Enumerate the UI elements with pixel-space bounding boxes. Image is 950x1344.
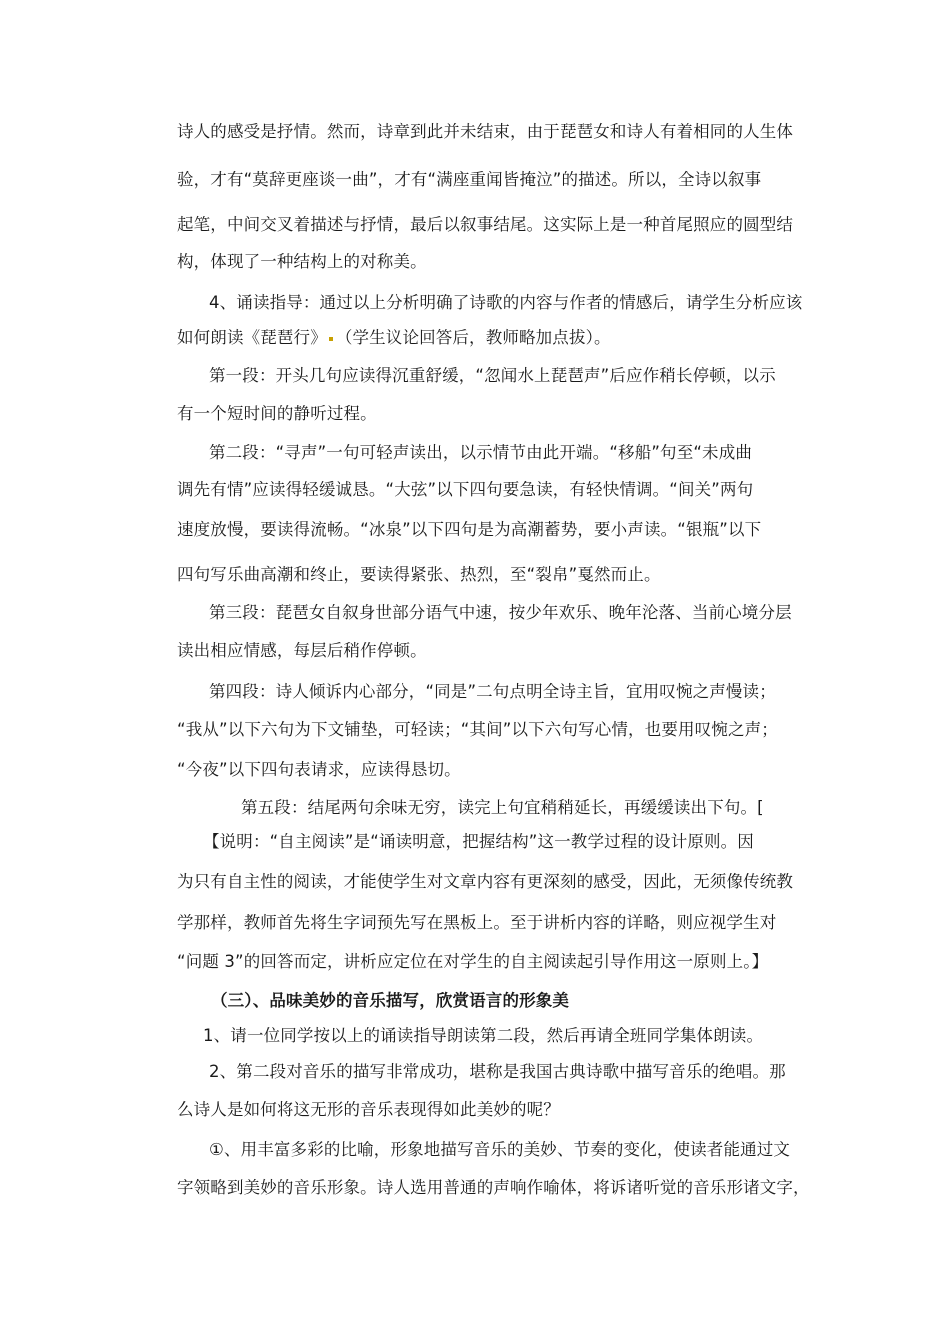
paragraph-line: 读出相应情感，每层后稍作停顿。 [177,641,427,660]
paragraph-line: 学那样，教师首先将生字词预先写在黑板上。至于讲析内容的详略，则应视学生对 [177,913,777,932]
line-text: （学生议论回答后，教师略加点拔）。 [335,328,611,347]
paragraph-line: 第二段：“寻声”一句可轻声读出，以示情节由此开端。“移船”句至“未成曲 [209,443,752,462]
paragraph-line: 1、请一位同学按以上的诵读指导朗读第二段，然后再请全班同学集体朗读。 [203,1026,764,1045]
highlight-dot-mark [329,337,333,341]
paragraph-line: 有一个短时间的静听过程。 [177,404,377,423]
line-text: 如何朗读《琵琶行》 [177,328,327,347]
paragraph-line: 为只有自主性的阅读，才能使学生对文章内容有更深刻的感受，因此，无须像传统教 [177,872,794,891]
paragraph-line [177,326,611,350]
paragraph-line: 第四段：诗人倾诉内心部分，“同是”二句点明全诗主旨，宜用叹惋之声慢读； [209,682,776,701]
paragraph-line: ①、用丰富多彩的比喻，形象地描写音乐的美妙、节奏的变化，使读者能通过文 [209,1140,791,1159]
paragraph-line: “我从”以下六句为下文铺垫，可轻读；“其间”以下六句写心情，也要用叹惋之声； [177,720,778,739]
paragraph-line: 【说明：“自主阅读”是“诵读明意，把握结构”这一教学过程的设计原则。因 [203,832,754,851]
paragraph-line: 字领略到美妙的音乐形象。诗人选用普通的声响作喻体，将诉诸听觉的音乐形诸文字， [177,1178,810,1197]
paragraph-line: 第一段：开头几句应读得沉重舒缓，“忽闻水上琵琶声”后应作稍长停顿，以示 [209,366,776,385]
paragraph-line: 验，才有“莫辞更座谈一曲”，才有“满座重闻皆掩泣”的描述。所以，全诗以叙事 [177,170,762,189]
paragraph-line: 第三段：琵琶女自叙身世部分语气中速，按少年欢乐、晚年沦落、当前心境分层 [209,603,792,622]
section-heading: （三）、品味美妙的音乐描写，欣赏语言的形象美 [211,991,570,1010]
paragraph-line: 第五段：结尾两句余味无穷，读完上句宜稍稍延长，再缓缓读出下句。[ [241,798,764,817]
paragraph-line: 四句写乐曲高潮和终止，要读得紧张、热烈，至“裂帛”戛然而止。 [177,565,661,584]
paragraph-line: 速度放慢，要读得流畅。“冰泉”以下四句是为高潮蓄势，要小声读。“银瓶”以下 [177,520,762,539]
paragraph-line: 2、第二段对音乐的描写非常成功，堪称是我国古典诗歌中描写音乐的绝唱。那 [209,1062,786,1081]
paragraph-line: 起笔，中间交叉着描述与抒情，最后以叙事结尾。这实际上是一种首尾照应的圆型结 [177,215,794,234]
paragraph-line: 么诗人是如何将这无形的音乐表现得如此美妙的呢？ [177,1100,560,1119]
paragraph-line: “今夜”以下四句表请求，应读得恳切。 [177,760,461,779]
paragraph-line: 诗人的感受是抒情。然而，诗章到此并未结束，由于琵琶女和诗人有着相同的人生体 [177,122,794,141]
paragraph-line: 调先有情”应读得轻缓诚恳。“大弦”以下四句要急读，有轻快情调。“间关”两句 [177,480,754,499]
paragraph-line: “问题 3”的回答而定，讲析应定位在对学生的自主阅读起引导作用这一原则上。】 [177,952,769,971]
paragraph-line: 构，体现了一种结构上的对称美。 [177,252,427,271]
paragraph-line: 4、诵读指导：通过以上分析明确了诗歌的内容与作者的情感后，请学生分析应该 [209,293,803,312]
